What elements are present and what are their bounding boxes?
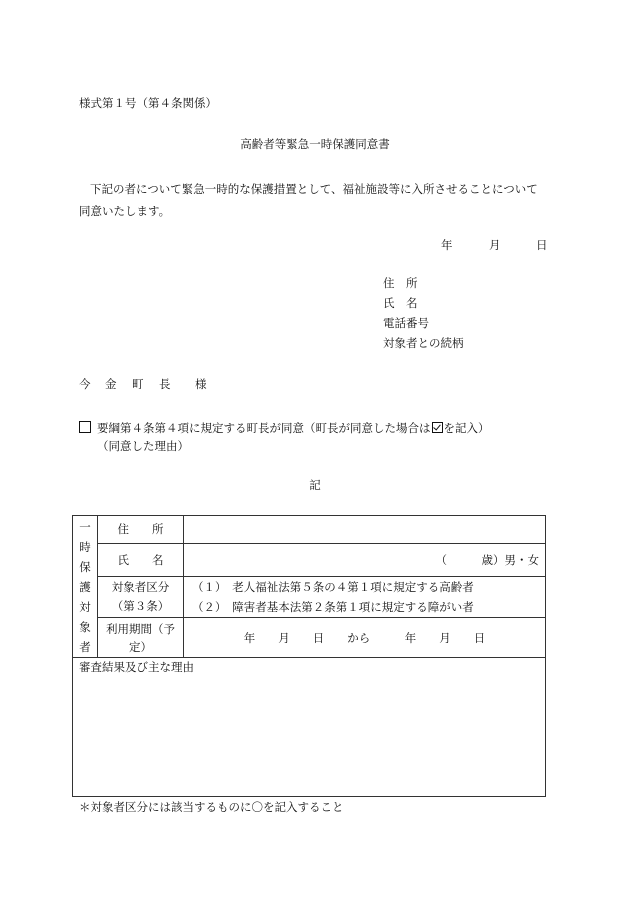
applicant-address-label: 住 所 (383, 276, 418, 290)
addressee-char: 今 (79, 377, 91, 391)
footnote: ＊対象者区分には該当するものに〇を記入すること (79, 800, 344, 814)
period-field[interactable] (184, 618, 546, 658)
vertical-char: 者 (79, 639, 91, 654)
category-option-1[interactable]: （１） 老人福祉法第５条の４第１項に規定する高齢者 (192, 580, 474, 594)
address-label: 住 所 (98, 516, 184, 544)
addressee-char: 様 (195, 377, 207, 391)
category-label (98, 577, 184, 618)
vertical-char: 護 (79, 579, 91, 594)
form-number: 様式第１号（第４条関係） (79, 96, 217, 110)
review-label: 審査結果及び主な理由 (79, 660, 194, 674)
date-month: 月 (489, 238, 501, 252)
period-label-line: 利用期間（予 (106, 621, 175, 636)
category-label-line: 対象者区分 (111, 580, 170, 594)
addressee-char: 町 (132, 377, 144, 391)
date-day: 日 (536, 238, 548, 252)
intro-paragraph: 下記の者について緊急一時的な保護措置として、福祉施設等に入所させることについて同意いたします。 (79, 182, 538, 218)
category-label-line: （第３条） (111, 599, 170, 613)
consent-reason-label: （同意した理由） (97, 439, 189, 453)
category-options[interactable] (184, 577, 546, 618)
period-text: 年 月 日 から 年 月 日 (243, 630, 486, 645)
name-field[interactable] (184, 544, 546, 577)
addressee-char: 長 (159, 377, 171, 391)
applicant-name-label: 氏 名 (383, 296, 418, 310)
consent-checkbox-line (79, 421, 490, 435)
vertical-char: 時 (79, 539, 91, 554)
category-option-2[interactable]: （２） 障害者基本法第２条第１項に規定する障がい者 (192, 600, 474, 614)
date-year: 年 (441, 238, 453, 252)
checkbox-text: 要綱第４条第４項に規定する町長が同意（町長が同意した場合は (97, 421, 431, 435)
period-label-line: 定） (129, 639, 152, 654)
name-label: 氏 名 (98, 544, 184, 577)
applicant-relation-label: 対象者との続柄 (383, 336, 464, 350)
period-label (98, 618, 184, 658)
vertical-char: 保 (79, 559, 91, 574)
vertical-char: 一 (79, 519, 91, 534)
addressee (79, 379, 207, 391)
subject-table (72, 515, 546, 658)
checkbox-icon[interactable] (79, 421, 91, 433)
vertical-char: 対 (79, 599, 91, 614)
ki-heading: 記 (309, 478, 321, 492)
vertical-char: 象 (79, 619, 91, 634)
address-field[interactable] (184, 516, 546, 544)
applicant-phone-label: 電話番号 (383, 316, 429, 330)
vertical-label-cell (73, 516, 98, 658)
document-title: 高齢者等緊急一時保護同意書 (240, 137, 390, 151)
review-box[interactable] (72, 656, 546, 797)
checkbox-text-end: を記入） (443, 421, 490, 435)
age-sex-text: （ 歳）男・女 (435, 553, 539, 567)
addressee-char: 金 (105, 377, 117, 391)
checked-box-icon (432, 422, 443, 433)
